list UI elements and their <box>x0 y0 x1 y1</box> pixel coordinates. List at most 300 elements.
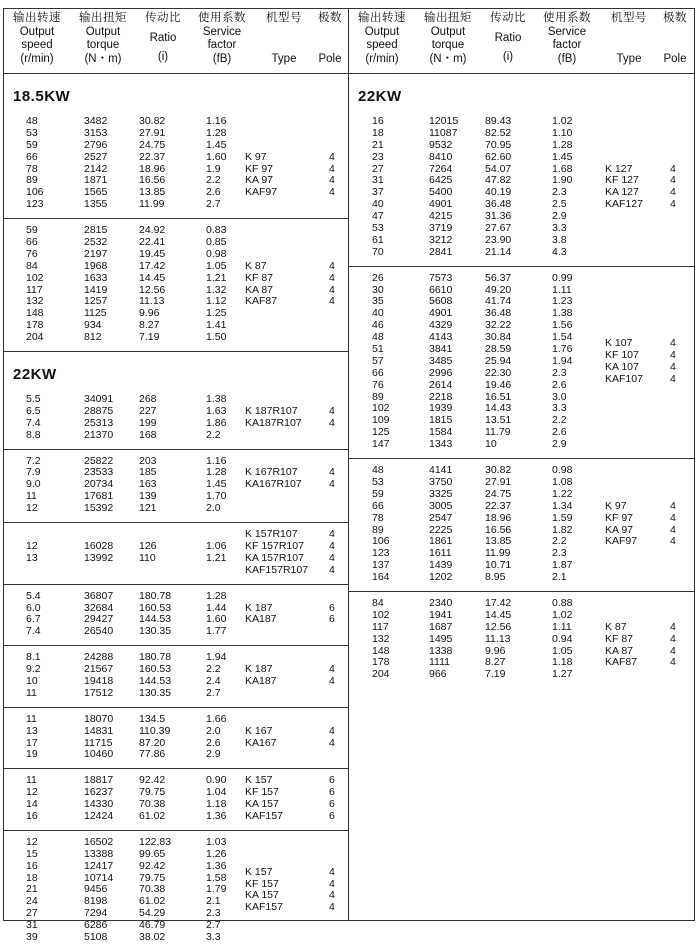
table-row <box>4 714 348 726</box>
ratio-value: 18.96 <box>485 511 512 524</box>
type-value: KA 97 <box>245 174 274 187</box>
header-service-factor: 使用系数 Service factor (fB) <box>198 12 246 65</box>
torque-value: 4141 <box>429 464 453 477</box>
type-value: KF 87 <box>605 632 634 645</box>
service-factor-value: 3.3 <box>206 930 221 943</box>
torque-value: 3153 <box>84 126 108 139</box>
speed-value: 6.5 <box>26 404 41 417</box>
table-row <box>349 403 694 415</box>
speed-value: 39 <box>26 930 38 943</box>
table-row <box>4 140 348 152</box>
header-ratio: 传动比 Ratio (i) <box>490 12 526 63</box>
service-factor-value: 1.94 <box>552 354 573 367</box>
header-pole: 极数 Pole <box>663 12 687 65</box>
torque-value: 966 <box>429 668 447 681</box>
torque-value: 17512 <box>84 686 114 699</box>
pole-value: 4 <box>329 466 335 479</box>
service-factor-value: 1.02 <box>552 608 573 621</box>
ratio-value: 23.90 <box>485 233 512 246</box>
torque-value: 2547 <box>429 511 453 524</box>
service-factor-value: 1.04 <box>206 786 227 799</box>
ratio-value: 12.56 <box>139 283 166 296</box>
torque-value: 17681 <box>84 490 114 503</box>
pole-value: 4 <box>329 674 335 687</box>
torque-value: 1343 <box>429 438 453 451</box>
torque-value: 29427 <box>84 613 114 626</box>
torque-value: 1439 <box>429 559 453 572</box>
torque-value: 12015 <box>429 115 459 127</box>
speed-value: 5.5 <box>26 393 41 406</box>
speed-value: 13 <box>26 551 38 564</box>
type-list <box>245 406 349 430</box>
torque-value: 7264 <box>429 162 453 175</box>
torque-value: 2197 <box>84 247 108 260</box>
ratio-value: 32.22 <box>485 319 512 332</box>
type-value: KF 107 <box>605 349 639 362</box>
ratio-value: 130.35 <box>139 625 172 638</box>
ratio-value: 79.75 <box>139 786 166 799</box>
speed-value: 84 <box>26 259 38 272</box>
torque-value: 3719 <box>429 222 453 235</box>
table-row <box>349 152 694 164</box>
speed-value: 31 <box>26 919 38 932</box>
ratio-value: 30.82 <box>485 464 512 477</box>
type-value: KF 97 <box>605 511 634 524</box>
type-value: KAF157R107 <box>245 563 309 576</box>
type-row <box>605 622 700 634</box>
torque-value: 2532 <box>84 236 108 249</box>
service-factor-value: 1.28 <box>552 138 573 151</box>
ratio-value: 110.39 <box>139 724 171 737</box>
service-factor-value: 3.3 <box>552 222 567 235</box>
table-row <box>349 116 694 128</box>
spec-group <box>349 267 694 459</box>
ratio-value: 126 <box>139 539 157 552</box>
speed-value: 57 <box>372 354 384 367</box>
speed-value: 89 <box>372 523 384 536</box>
pole-value: 6 <box>329 798 335 811</box>
torque-value: 8198 <box>84 895 108 908</box>
table-row <box>349 489 694 501</box>
torque-value: 4901 <box>429 307 453 320</box>
service-factor-value: 1.32 <box>206 283 227 296</box>
table-row <box>349 223 694 235</box>
speed-value: 61 <box>372 233 384 246</box>
service-factor-value: 1.44 <box>206 601 227 614</box>
service-factor-value: 1.05 <box>552 644 573 657</box>
service-factor-value: 2.3 <box>552 186 567 199</box>
pole-value: 6 <box>329 613 335 626</box>
torque-value: 12417 <box>84 859 114 872</box>
pole-value: 4 <box>670 360 676 373</box>
table-row <box>349 211 694 223</box>
spec-group <box>349 592 694 688</box>
right-body <box>349 74 694 688</box>
torque-value: 934 <box>84 319 102 332</box>
ratio-value: 38.02 <box>139 930 166 943</box>
torque-value: 1861 <box>429 535 453 548</box>
type-value: KF 127 <box>605 174 639 187</box>
speed-value: 89 <box>26 174 38 187</box>
ratio-value: 61.02 <box>139 895 166 908</box>
torque-value: 3005 <box>429 499 453 512</box>
ratio-value: 16.56 <box>139 174 166 187</box>
type-value: KA 97 <box>605 523 634 536</box>
type-value: KAF157 <box>245 809 283 822</box>
torque-value: 36807 <box>84 589 114 602</box>
table-row <box>349 247 694 259</box>
torque-value: 14831 <box>84 724 114 737</box>
service-factor-value: 1.18 <box>552 656 573 669</box>
type-value: KAF107 <box>605 372 643 385</box>
torque-value: 5400 <box>429 186 453 199</box>
service-factor-value: 1.36 <box>206 859 227 872</box>
speed-value: 21 <box>26 883 38 896</box>
speed-value: 76 <box>372 378 384 391</box>
torque-value: 4143 <box>429 331 453 344</box>
ratio-value: 87.20 <box>139 736 166 749</box>
torque-value: 1939 <box>429 402 453 415</box>
speed-value: 17 <box>26 736 38 749</box>
speed-value: 109 <box>372 414 390 427</box>
service-factor-value: 3.0 <box>552 390 567 403</box>
ratio-value: 54.29 <box>139 907 166 920</box>
pole-value: 4 <box>670 499 676 512</box>
service-factor-value: 1.10 <box>552 126 573 139</box>
pole-value: 4 <box>329 736 335 749</box>
ratio-value: 24.75 <box>485 487 512 500</box>
spec-group <box>349 459 694 592</box>
type-list <box>605 338 700 386</box>
pole-value: 4 <box>670 656 676 669</box>
type-value: K 107 <box>605 337 633 350</box>
torque-value: 32684 <box>84 601 114 614</box>
power-rating: 22KW <box>13 366 57 384</box>
type-row <box>245 738 349 750</box>
type-value: K 187 <box>245 663 273 676</box>
pole-value: 4 <box>670 349 676 362</box>
table-row <box>349 128 694 140</box>
speed-value: 117 <box>26 283 43 296</box>
table-row <box>4 199 348 211</box>
service-factor-value: 2.0 <box>206 502 221 515</box>
speed-value: 148 <box>26 307 44 320</box>
speed-value: 7.4 <box>26 416 41 429</box>
ratio-value: 10 <box>485 438 497 451</box>
ratio-value: 268 <box>139 393 157 406</box>
service-factor-value: 1.16 <box>206 454 227 467</box>
torque-value: 1941 <box>429 608 453 621</box>
speed-value: 12 <box>26 835 38 848</box>
pole-value: 4 <box>670 186 676 199</box>
service-factor-value: 0.83 <box>206 224 227 237</box>
service-factor-value: 2.3 <box>552 366 567 379</box>
speed-value: 164 <box>372 571 390 584</box>
ratio-value: 41.74 <box>485 295 512 308</box>
type-list <box>245 261 349 309</box>
table-row <box>349 273 694 285</box>
type-row <box>605 199 700 211</box>
table-row <box>4 837 348 849</box>
ratio-value: 27.91 <box>485 475 512 488</box>
service-factor-value: 3.8 <box>552 233 567 246</box>
spec-group <box>4 831 348 951</box>
table-row <box>349 477 694 489</box>
service-factor-value: 2.5 <box>552 198 567 211</box>
pole-value: 4 <box>329 901 335 914</box>
spec-group <box>4 708 348 770</box>
left-body <box>4 74 348 951</box>
type-row <box>605 501 700 513</box>
table-row <box>4 430 348 442</box>
type-row <box>245 565 349 577</box>
ratio-value: 92.42 <box>139 859 166 872</box>
torque-value: 3750 <box>429 475 453 488</box>
torque-value: 8410 <box>429 150 453 163</box>
type-value: K 157 <box>245 865 273 878</box>
speed-value: 15 <box>26 847 38 860</box>
torque-value: 24288 <box>84 651 114 664</box>
type-row <box>245 726 349 738</box>
ratio-value: 11.99 <box>139 198 165 211</box>
header-torque: 输出扭矩 Output torque (N・m) <box>79 12 127 65</box>
spec-group <box>4 388 348 450</box>
service-factor-value: 1.59 <box>552 511 573 524</box>
speed-value: 132 <box>26 295 44 308</box>
torque-value: 25313 <box>84 416 114 429</box>
service-factor-value: 1.76 <box>552 343 573 356</box>
ratio-value: 56.37 <box>485 271 512 284</box>
type-list <box>605 164 700 212</box>
ratio-value: 36.48 <box>485 307 512 320</box>
service-factor-value: 1.28 <box>206 126 227 139</box>
ratio-value: 47.82 <box>485 174 512 187</box>
pole-value: 4 <box>329 150 335 163</box>
table-header <box>4 9 348 74</box>
type-row <box>605 657 700 669</box>
torque-value: 6286 <box>84 919 108 932</box>
service-factor-value: 1.56 <box>552 319 573 332</box>
torque-value: 6610 <box>429 283 453 296</box>
torque-value: 11715 <box>84 736 113 749</box>
type-row <box>245 479 349 491</box>
torque-value: 1338 <box>429 644 453 657</box>
torque-value: 1355 <box>84 198 108 211</box>
torque-value: 7573 <box>429 271 453 284</box>
speed-value: 89 <box>372 390 384 403</box>
speed-value: 7.4 <box>26 625 41 638</box>
service-factor-value: 2.6 <box>552 378 567 391</box>
ratio-value: 17.42 <box>139 259 166 272</box>
service-factor-value: 1.45 <box>206 478 227 491</box>
torque-value: 2841 <box>429 245 453 258</box>
header-type: 机型号 Type <box>266 12 302 65</box>
service-factor-value: 1.11 <box>552 620 572 633</box>
service-factor-value: 1.25 <box>206 307 227 320</box>
ratio-value: 9.96 <box>139 307 160 320</box>
type-value: K 127 <box>605 162 633 175</box>
service-factor-value: 1.28 <box>206 589 227 602</box>
speed-value: 117 <box>372 620 389 633</box>
type-value: KAF87 <box>245 295 278 308</box>
table-row <box>349 415 694 427</box>
table-row <box>349 392 694 404</box>
table-row <box>4 591 348 603</box>
spec-group <box>4 523 348 585</box>
torque-value: 13992 <box>84 551 114 564</box>
ratio-value: 11.13 <box>139 295 165 308</box>
speed-value: 59 <box>26 224 38 237</box>
table-row <box>349 308 694 320</box>
header-ratio: 传动比 Ratio (i) <box>145 12 181 63</box>
right-table <box>349 8 695 921</box>
ratio-value: 46.79 <box>139 919 166 932</box>
pole-value: 6 <box>329 601 335 614</box>
service-factor-value: 1.66 <box>206 712 227 725</box>
ratio-value: 24.75 <box>139 138 166 151</box>
type-row <box>245 553 349 565</box>
ratio-value: 25.94 <box>485 354 512 367</box>
power-rating: 18.5KW <box>13 88 71 105</box>
torque-value: 1611 <box>429 547 452 560</box>
torque-value: 1871 <box>84 174 108 187</box>
speed-value: 66 <box>372 499 384 512</box>
type-value: KF 97 <box>245 162 274 175</box>
type-value: KA 157 <box>245 889 279 902</box>
ratio-value: 11.79 <box>485 426 511 439</box>
speed-value: 27 <box>372 162 384 175</box>
service-factor-value: 1.02 <box>552 115 573 127</box>
type-list <box>605 501 700 549</box>
header-type: 机型号 Type <box>611 12 647 65</box>
type-list <box>245 603 349 627</box>
pole-value: 4 <box>670 511 676 524</box>
speed-value: 7.9 <box>26 466 41 479</box>
type-value: KAF97 <box>605 535 638 548</box>
torque-value: 2614 <box>429 378 453 391</box>
service-factor-value: 1.23 <box>552 295 573 308</box>
ratio-value: 13.85 <box>485 535 512 548</box>
ratio-value: 9.96 <box>485 644 506 657</box>
pole-value: 4 <box>329 877 335 890</box>
speed-value: 59 <box>372 487 384 500</box>
type-list <box>245 529 349 577</box>
speed-value: 102 <box>26 271 44 284</box>
service-factor-value: 2.2 <box>206 663 221 676</box>
speed-value: 147 <box>372 438 390 451</box>
ratio-value: 70.38 <box>139 883 166 896</box>
table-row <box>4 920 348 932</box>
ratio-value: 49.20 <box>485 283 512 296</box>
spec-group <box>4 769 348 831</box>
type-value: KA187 <box>245 674 277 687</box>
ratio-value: 180.78 <box>139 589 172 602</box>
spec-group <box>4 219 348 352</box>
table-row <box>349 427 694 439</box>
type-value: K 157 <box>245 774 273 787</box>
speed-value: 40 <box>372 307 384 320</box>
service-factor-value: 0.85 <box>206 236 227 249</box>
service-factor-value: 2.2 <box>552 535 567 548</box>
speed-value: 31 <box>372 174 384 187</box>
speed-value: 12 <box>26 786 38 799</box>
type-list <box>245 152 349 200</box>
type-value: KF 157 <box>245 877 279 890</box>
type-list <box>245 775 349 823</box>
ratio-value: 160.53 <box>139 663 172 676</box>
ratio-value: 21.14 <box>485 245 512 258</box>
speed-value: 16 <box>26 809 38 822</box>
ratio-value: 77.86 <box>139 748 166 761</box>
speed-value: 19 <box>26 748 38 761</box>
speed-value: 9.0 <box>26 478 41 491</box>
speed-value: 18 <box>26 871 38 884</box>
service-factor-value: 2.6 <box>552 426 567 439</box>
speed-value: 148 <box>372 644 390 657</box>
spec-group <box>4 646 348 708</box>
torque-value: 26540 <box>84 625 114 638</box>
speed-value: 11 <box>26 490 37 503</box>
service-factor-value: 2.7 <box>206 686 221 699</box>
service-factor-value: 2.9 <box>552 210 567 223</box>
type-value: KA167R107 <box>245 478 302 491</box>
type-row <box>245 261 349 273</box>
type-list <box>245 726 349 750</box>
torque-value: 21370 <box>84 428 114 441</box>
speed-value: 78 <box>372 511 384 524</box>
speed-value: 6.0 <box>26 601 41 614</box>
type-row <box>245 811 349 823</box>
type-row <box>605 362 700 374</box>
pole-value: 4 <box>329 551 335 564</box>
speed-value: 125 <box>372 426 390 439</box>
pole-value: 4 <box>670 372 676 385</box>
ratio-value: 92.42 <box>139 774 166 787</box>
pole-value: 4 <box>329 259 335 272</box>
service-factor-value: 1.45 <box>552 150 573 163</box>
table-row <box>4 749 348 761</box>
ratio-value: 89.43 <box>485 115 512 127</box>
header-speed: 输出转速 Output speed (r/min) <box>13 12 61 65</box>
speed-value: 132 <box>372 632 390 645</box>
service-factor-value: 1.58 <box>206 871 227 884</box>
speed-value: 66 <box>372 366 384 379</box>
torque-value: 16502 <box>84 835 114 848</box>
service-factor-value: 2.2 <box>206 174 221 187</box>
service-factor-value: 1.87 <box>552 559 573 572</box>
pole-value: 4 <box>670 523 676 536</box>
speed-value: 16 <box>372 115 384 127</box>
service-factor-value: 1.63 <box>206 404 227 417</box>
service-factor-value: 1.50 <box>206 331 227 344</box>
type-row <box>245 152 349 164</box>
type-value: KF 157 <box>245 786 279 799</box>
type-row <box>245 273 349 285</box>
pole-value: 4 <box>670 162 676 175</box>
torque-value: 11087 <box>429 126 458 139</box>
table-row <box>349 296 694 308</box>
left-table <box>3 8 349 943</box>
type-row <box>245 902 349 914</box>
speed-value: 14 <box>26 798 38 811</box>
speed-value: 78 <box>26 162 38 175</box>
type-value: K 87 <box>245 259 267 272</box>
service-factor-value: 1.45 <box>206 138 227 151</box>
torque-value: 2796 <box>84 138 108 151</box>
header-pole: 极数 Pole <box>318 12 342 65</box>
speed-value: 48 <box>372 464 384 477</box>
service-factor-value: 1.77 <box>206 625 227 638</box>
